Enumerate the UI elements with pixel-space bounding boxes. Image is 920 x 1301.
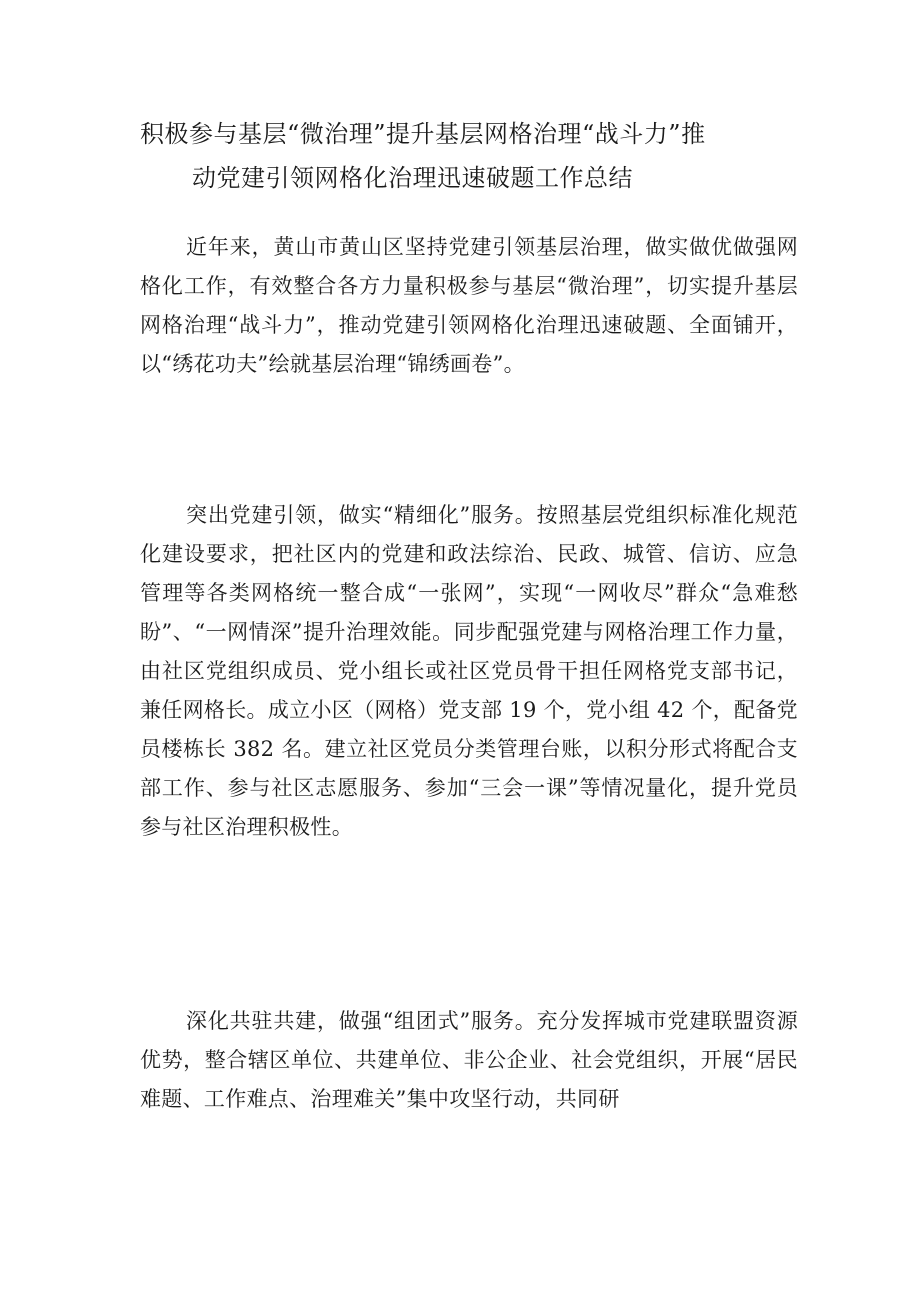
paragraph-co-construction: 深化共驻共建，做强“组团式”服务。充分发挥城市党建联盟资源优势，整合辖区单位、共建单位、非公企业、社会党组织，开展“居民难题、工作难点、治理难关”集中攻坚行动，共同研	[140, 1009, 798, 1111]
paragraph-party-leadership: 突出党建引领，做实“精细化”服务。按照基层党组织标准化规范化建设要求，把社区内的党建和政法综治、民政、城管、信访、应急管理等各类网格统一整合成“一张网”，实现“一网收尽”群众“急难愁盼”、“一网情深”提升治理效能。同步配强党建与网格治理工作力量，由社区党组织成员、党小组长或社区党员骨干担任网格党支部书记，兼任网格长。成立小区（网格）党支部 19 个，党小组 42 个，配备党员楼栋长 382 名。建立社区党员分类管理台账，以积分形式将配合支部工作、参与社区志愿服务、参加“三会一课”等情况量化，提升党员参与社区治理积极性。	[140, 503, 798, 839]
title-line-2: 动党建引领网格化治理迅速破题工作总结	[192, 164, 633, 192]
title-line-1: 积极参与基层“微治理”提升基层网格治理“战斗力”推	[140, 120, 706, 148]
document-title	[140, 112, 790, 200]
paragraph-intro: 近年来，黄山市黄山区坚持党建引领基层治理，做实做优做强网格化工作，有效整合各方力量积极参与基层“微治理”，切实提升基层网格治理“战斗力”，推动党建引领网格化治理迅速破题、全面铺开，以“绣花功夫”绘就基层治理“锦绣画卷”。	[140, 235, 798, 376]
